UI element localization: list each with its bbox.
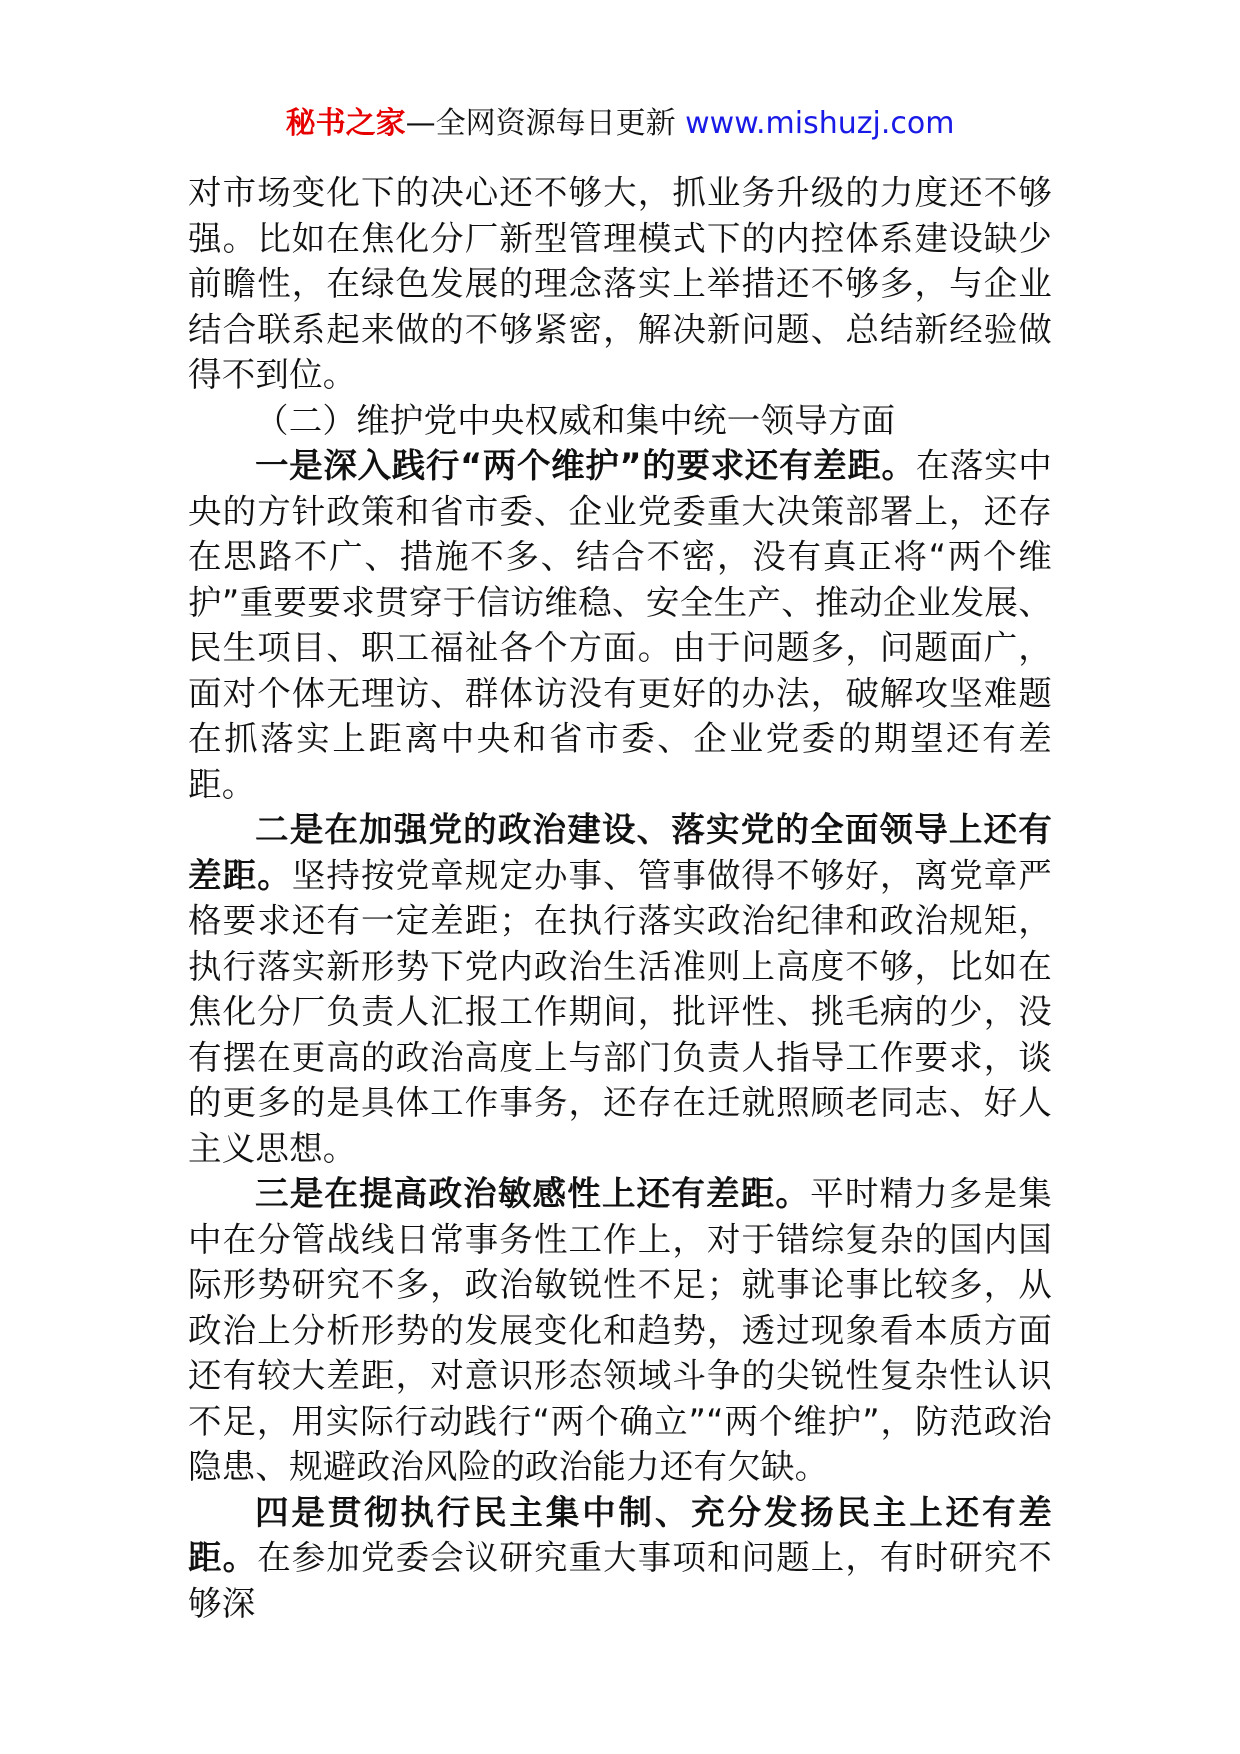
- point-2-body: 坚持按党章规定办事、管事做得不够好，离党章严格要求还有一定差距；在执行落实政治纪律和政治规矩，执行落实新形势下党内政治生活准则上高度不够，比如在焦化分厂负责人汇报工作期间，批评性、挑毛病的少，没有摆在更高的政治高度上与部门负责人指导工作要求，谈的更多的是具体工作事务，还存在迁就照顾老同志、好人主义思想。: [188, 855, 1052, 1168]
- document-body: [188, 170, 1052, 1626]
- point-3-body: 平时精力多是集中在分管战线日常事务性工作上，对于错综复杂的国内国际形势研究不多，政治敏锐性不足；就事论事比较多，从政治上分析形势的发展变化和趋势，透过现象看本质方面还有较大差距，对意识形态领域斗争的尖锐性复杂性认识不足，用实际行动践行“两个确立”“两个维护”，防范政治隐患、规避政治风险的政治能力还有欠缺。: [188, 1174, 1052, 1486]
- point-4-lead: 四是贯彻执行民主集中制、充分发扬民主上还有差距。: [188, 1492, 1052, 1577]
- paragraph-point-1: [188, 443, 1052, 807]
- brand-name: 秘书之家: [285, 106, 406, 141]
- site-url-link[interactable]: www.mishuzj.com: [685, 106, 955, 141]
- paragraph-point-2: [188, 807, 1052, 1171]
- page-header: [0, 102, 1240, 146]
- paragraph-point-4: [188, 1490, 1052, 1627]
- section-heading: （二）维护党中央权威和集中统一领导方面: [255, 400, 896, 440]
- header-tagline: —全网资源每日更新: [405, 106, 686, 141]
- point-4-body: 在参加党委会议研究重大事项和问题上，有时研究不够深: [188, 1538, 1052, 1623]
- point-1-lead: 一是深入践行“两个维护”的要求还有差距。: [255, 446, 916, 485]
- paragraph-point-3: [188, 1171, 1052, 1490]
- paragraph-continuation: 对市场变化下的决心还不够大，抓业务升级的力度还不够强。比如在焦化分厂新型管理模式下的内控体系建设缺少前瞻性，在绿色发展的理念落实上举措还不够多，与企业结合联系起来做的不够紧密，解决新问题、总结新经验做得不到位。: [188, 173, 1052, 394]
- point-2-lead: 二是在加强党的政治建设、落实党的全面领导上还有差距。: [188, 810, 1052, 895]
- point-3-lead: 三是在提高政治敏感性上还有差距。: [255, 1174, 811, 1213]
- point-1-body: 在落实中央的方针政策和省市委、企业党委重大决策部署上，还存在思路不广、措施不多、结合不密，没有真正将“两个维护”重要要求贯穿于信访维稳、安全生产、推动企业发展、民生项目、职工福祉各个方面。由于问题多，问题面广，面对个体无理访、群体访没有更好的办法，破解攻坚难题在抓落实上距离中央和省市委、企业党委的期望还有差距。: [188, 446, 1052, 804]
